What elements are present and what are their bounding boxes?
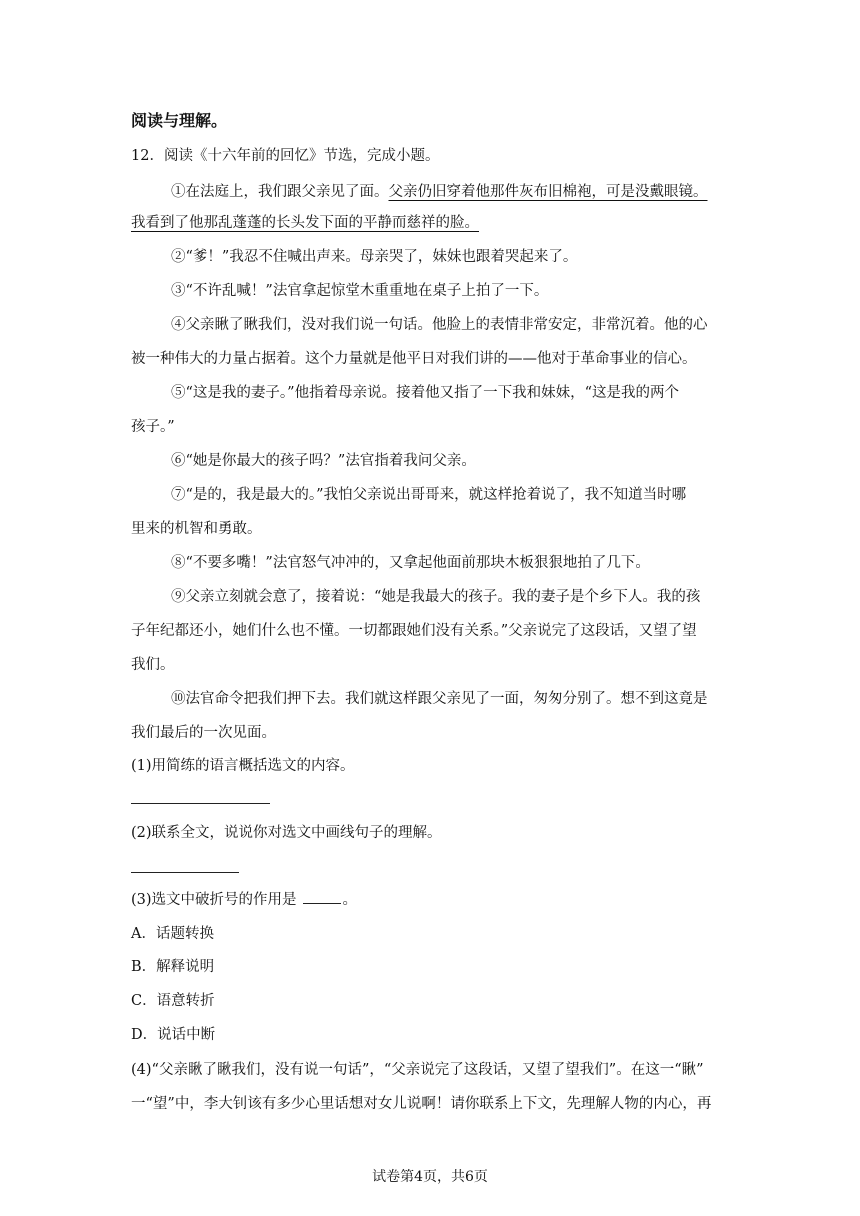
sub-question-1: (1)用简练的语言概括选文的内容。 [131, 758, 355, 774]
passage-paragraph-10: ⑩法官命令把我们押下去。我们就这样跟父亲见了一面，匆匆分别了。想不到这竟是 [171, 691, 708, 707]
passage-paragraph-5: ⑤“这是我的妻子。”他指着母亲说。接着他又指了一下我和妹妹，“这是我的两个 [171, 385, 679, 401]
underlined-sentence: 我看到了他那乱蓬蓬的长头发下面的平静而慈祥的脸。 [131, 215, 479, 231]
passage-paragraph-5-cont: 孩子。” [131, 419, 175, 435]
passage-text: ①在法庭上，我们跟父亲见了面。 [171, 184, 389, 200]
sub-question-3 [131, 890, 731, 910]
question-text: (3)选文中破折号的作用是 [131, 892, 297, 908]
passage-paragraph-9: ⑨父亲立刻就会意了，接着说：“她是我最大的孩子。我的妻子是个乡下人。我的孩 [171, 589, 701, 605]
passage-paragraph-7: ⑦“是的，我是最大的。”我怕父亲说出哥哥来，就这样抢着说了，我不知道当时哪 [171, 487, 687, 503]
passage-paragraph-4: ④父亲瞅了瞅我们，没对我们说一句话。他脸上的表情非常安定，非常沉着。他的心 [171, 317, 708, 333]
answer-blank-1[interactable] [131, 803, 270, 804]
passage-paragraph-4-cont: 被一种伟大的力量占据着。这个力量就是他平日对我们讲的——他对于革命事业的信心。 [131, 351, 697, 367]
answer-blank-2[interactable] [131, 872, 239, 873]
passage-paragraph-3: ③“不许乱喊！”法官拿起惊堂木重重地在桌子上拍了一下。 [171, 283, 549, 299]
passage-paragraph-9-cont: 子年纪都还小，她们什么也不懂。一切都跟她们没有关系。”父亲说完了这段话，又望了望 [131, 623, 697, 639]
passage-paragraph-7-cont: 里来的机智和勇敢。 [131, 521, 262, 537]
sub-question-4: (4)“父亲瞅了瞅我们，没有说一句话”，“父亲说完了这段话，又望了望我们”。在这一“瞅” [131, 1062, 704, 1078]
sub-question-4-cont: 一“望”中，李大钊该有多少心里话想对女儿说啊！请你联系上下文，先理解人物的内心，再 [131, 1096, 712, 1112]
passage-paragraph-9-cont: 我们。 [131, 657, 175, 673]
option-c[interactable]: C．语意转折 [131, 993, 215, 1009]
question-text: 。 [342, 892, 358, 908]
passage-paragraph-8: ⑧“不要多嘴！”法官怒气冲冲的，又拿起他面前那块木板狠狠地拍了几下。 [171, 555, 650, 571]
passage-paragraph-1-cont [131, 213, 731, 233]
passage-paragraph-2: ②“爹！”我忍不住喊出声来。母亲哭了，妹妹也跟着哭起来了。 [171, 249, 578, 265]
passage-paragraph-10-cont: 我们最后的一次见面。 [131, 725, 276, 741]
page-footer: 试卷第4页，共6页 [372, 1169, 488, 1185]
option-b[interactable]: B．解释说明 [131, 959, 215, 975]
underlined-sentence: 父亲仍旧穿着他那件灰布旧棉袍，可是没戴眼镜。 [388, 184, 708, 200]
fill-in-blank[interactable] [303, 891, 341, 904]
option-a[interactable]: A．话题转换 [131, 926, 214, 942]
section-title: 阅读与理解。 [131, 111, 228, 130]
sub-question-2: (2)联系全文，说说你对选文中画线句子的理解。 [131, 825, 442, 841]
passage-paragraph-1 [171, 182, 731, 202]
question-intro: 12．阅读《十六年前的回忆》节选，完成小题。 [131, 148, 440, 164]
option-d[interactable]: D．说话中断 [131, 1027, 216, 1043]
passage-paragraph-6: ⑥“她是你最大的孩子吗？”法官指着我问父亲。 [171, 453, 476, 469]
